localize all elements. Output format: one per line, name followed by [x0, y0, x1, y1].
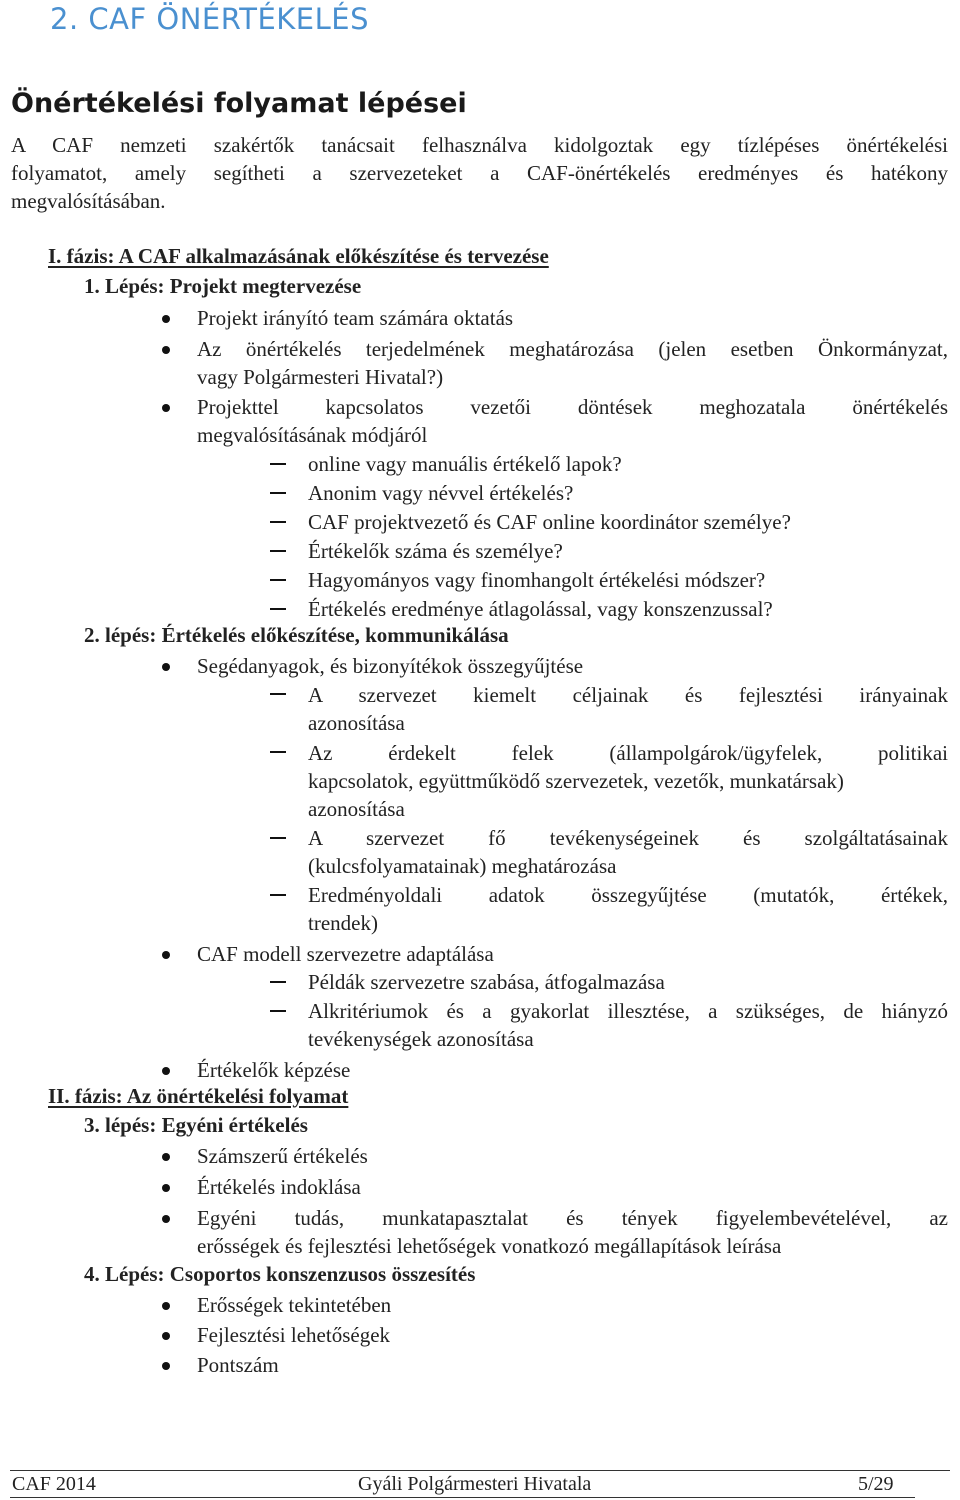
step-2-bullet-2: CAF modell szervezetre adaptálása: [197, 942, 494, 966]
dash-icon: [270, 608, 286, 610]
step-4-bullet-1: Erősségek tekintetében: [197, 1293, 392, 1317]
dash-icon: [270, 981, 286, 983]
step-4-bullet-3: Pontszám: [197, 1353, 279, 1377]
dash-icon: [270, 751, 286, 753]
bullet-icon: [162, 404, 170, 412]
intro-line-3: megvalósításában.: [11, 189, 166, 213]
step-3-bullet-3-line-2: erősségek és fejlesztési lehetőségek vonatkozó megállapítások leírása: [197, 1234, 782, 1258]
step-2-sub-3-line-2: (kulcsfolyamatainak) meghatározása: [308, 854, 617, 878]
bullet-icon: [162, 346, 170, 354]
dash-icon: [270, 1010, 286, 1012]
footer-underline: [10, 1497, 915, 1498]
step-3-bullet-1: Számszerű értékelés: [197, 1144, 368, 1168]
dash-icon: [270, 693, 286, 695]
step-1-bullet-2-line-2: vagy Polgármesteri Hivatal?): [197, 365, 444, 389]
step-1-bullet-2-line-1: Az önértékelés terjedelmének meghatározása (jelen esetben Önkormányzat,: [197, 337, 948, 361]
step-1-sub-item: CAF projektvezető és CAF online koordinátor személye?: [308, 510, 791, 534]
step-2-sub-2-line-2: kapcsolatok, együttműködő szervezetek, vezetők, munkatársak): [308, 769, 844, 793]
step-3-bullet-3-line-1: Egyéni tudás, munkatapasztalat és tények figyelembevételével, az: [197, 1206, 948, 1230]
step-2-sub-5: Példák szervezetre szabása, átfogalmazása: [308, 970, 665, 994]
step-3-title: 3. lépés: Egyéni értékelés: [84, 1113, 308, 1137]
step-1-title: 1. Lépés: Projekt megtervezése: [84, 274, 362, 298]
step-1-sub-item: Anonim vagy névvel értékelés?: [308, 481, 574, 505]
dash-icon: [270, 521, 286, 523]
footer-page-number: 5/29: [858, 1473, 894, 1495]
dash-icon: [270, 894, 286, 896]
intro-line-2: folyamatot, amely segítheti a szervezeteket a CAF-önértékelés eredményes és hatékony: [11, 161, 948, 185]
footer-center: Gyáli Polgármesteri Hivatala: [358, 1473, 592, 1495]
dash-icon: [270, 579, 286, 581]
step-2-sub-6-line-2: tevékenységek azonosítása: [308, 1027, 534, 1051]
bullet-icon: [162, 315, 170, 323]
phase-2-title: II. fázis: Az önértékelési folyamat: [48, 1084, 349, 1108]
step-2-sub-4-line-1: Eredményoldali adatok összegyűjtése (mutatók, értékek,: [308, 883, 948, 907]
bullet-icon: [162, 1153, 170, 1161]
bullet-icon: [162, 1302, 170, 1310]
step-2-sub-1-line-2: azonosítása: [308, 711, 405, 735]
phase-1-title: I. fázis: A CAF alkalmazásának előkészítése és tervezése: [48, 244, 549, 268]
step-2-bullet-3: Értékelők képzése: [197, 1058, 351, 1082]
bullet-icon: [162, 1332, 170, 1340]
step-2-title: 2. lépés: Értékelés előkészítése, kommunikálása: [84, 623, 509, 647]
step-1-bullet-1: Projekt irányító team számára oktatás: [197, 306, 514, 330]
bullet-icon: [162, 1184, 170, 1192]
step-2-sub-2-line-3: azonosítása: [308, 797, 405, 821]
bullet-icon: [162, 951, 170, 959]
section-heading: Önértékelési folyamat lépései: [11, 88, 467, 119]
step-1-sub-item: Értékelés eredménye átlagolással, vagy konszenzussal?: [308, 597, 773, 621]
step-1-sub-item: Hagyományos vagy finomhangolt értékelési módszer?: [308, 568, 766, 592]
step-1-bullet-3-line-2: megvalósításának módjáról: [197, 423, 428, 447]
step-2-sub-4-line-2: trendek): [308, 911, 378, 935]
intro-line-1: A CAF nemzeti szakértők tanácsait felhasználva kidolgoztak egy tízlépéses önértékelési: [11, 133, 948, 157]
step-1-sub-item: online vagy manuális értékelő lapok?: [308, 452, 622, 476]
step-2-sub-2-line-1: Az érdekelt felek (állampolgárok/ügyfelek, politikai: [308, 741, 948, 765]
bullet-icon: [162, 663, 170, 671]
step-2-sub-1-line-1: A szervezet kiemelt céljainak és fejlesztési irányainak: [308, 683, 948, 707]
step-2-sub-3-line-1: A szervezet fő tevékenységeinek és szolgáltatásainak: [308, 826, 948, 850]
step-2-bullet-1: Segédanyagok, és bizonyítékok összegyűjtése: [197, 654, 584, 678]
dash-icon: [270, 492, 286, 494]
dash-icon: [270, 463, 286, 465]
bullet-icon: [162, 1215, 170, 1223]
footer-left: CAF 2014: [12, 1473, 96, 1495]
footer-rule: [10, 1470, 950, 1471]
bullet-icon: [162, 1362, 170, 1370]
step-4-bullet-2: Fejlesztési lehetőségek: [197, 1323, 391, 1347]
chapter-heading: 2. CAF ÖNÉRTÉKELÉS: [50, 2, 370, 36]
step-1-sub-item: Értékelők száma és személye?: [308, 539, 563, 563]
step-1-bullet-3-line-1: Projekttel kapcsolatos vezetői döntések meghozatala önértékelés: [197, 395, 948, 419]
bullet-icon: [162, 1067, 170, 1075]
step-2-sub-6-line-1: Alkritériumok és a gyakorlat illesztése, a szükséges, de hiányzó: [308, 999, 948, 1023]
dash-icon: [270, 550, 286, 552]
step-3-bullet-2: Értékelés indoklása: [197, 1175, 361, 1199]
dash-icon: [270, 837, 286, 839]
step-4-title: 4. Lépés: Csoportos konszenzusos összesítés: [84, 1262, 476, 1286]
